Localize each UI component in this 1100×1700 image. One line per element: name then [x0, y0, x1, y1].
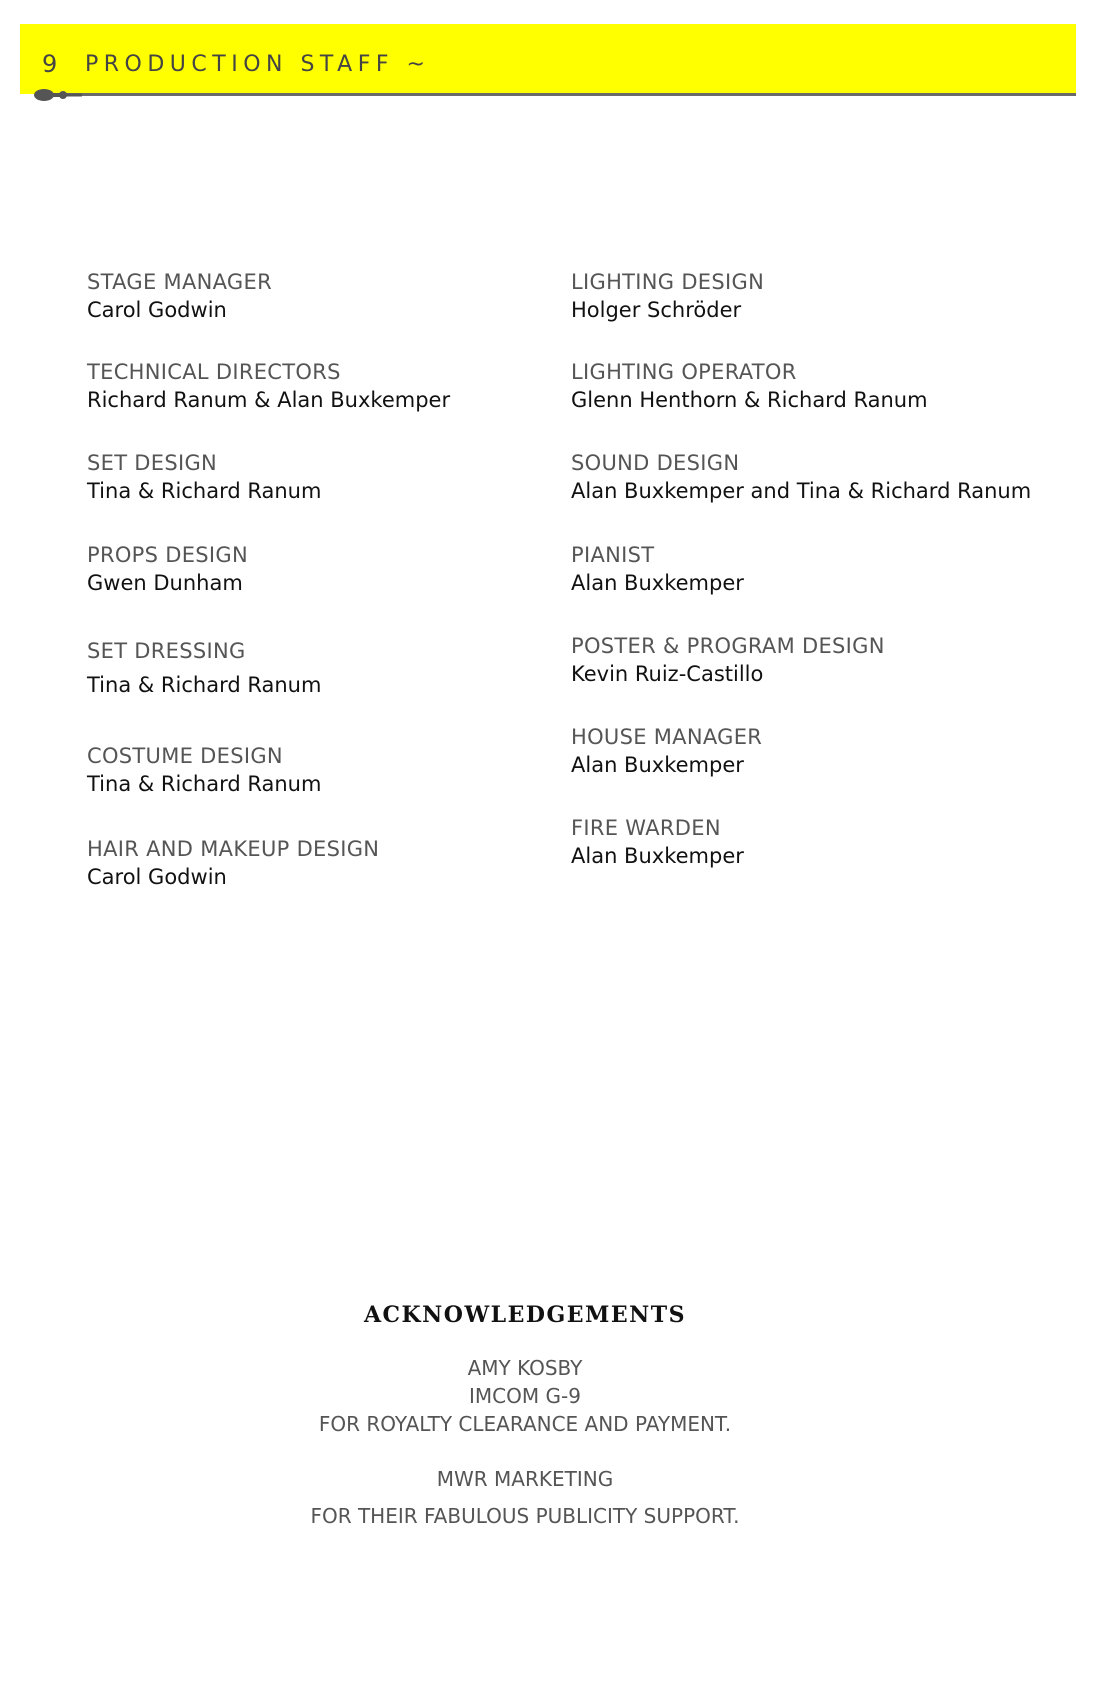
credit-entry: [571, 449, 1031, 505]
acknowledgement-line: FOR THEIR FABULOUS PUBLICITY SUPPORT.: [310, 1504, 740, 1528]
credit-entry: [571, 268, 764, 324]
credit-entry: [87, 541, 248, 597]
acknowledgement-line: MWR MARKETING: [436, 1467, 614, 1491]
acknowledgement-line: AMY KOSBY: [467, 1356, 583, 1380]
credit-entry: [571, 541, 744, 597]
credit-name: Tina & Richard Ranum: [87, 772, 322, 796]
credit-role: POSTER & PROGRAM DESIGN: [571, 634, 885, 658]
credit-role: HAIR AND MAKEUP DESIGN: [87, 837, 380, 861]
credit-role: PROPS DESIGN: [87, 543, 248, 567]
credit-role: LIGHTING OPERATOR: [571, 360, 797, 384]
header-rule: [62, 93, 1076, 96]
credit-name: Richard Ranum & Alan Buxkemper: [87, 388, 451, 412]
credit-entry: [571, 632, 885, 688]
credit-role: COSTUME DESIGN: [87, 744, 283, 768]
credit-entry: [571, 358, 928, 414]
credit-name: Holger Schröder: [571, 298, 742, 322]
credit-name: Alan Buxkemper: [571, 571, 744, 595]
credit-entry: [87, 637, 321, 699]
acknowledgements-heading: ACKNOWLEDGEMENTS: [363, 1302, 687, 1328]
credit-name: Tina & Richard Ranum: [87, 479, 322, 503]
credit-name: Glenn Henthorn & Richard Ranum: [571, 388, 928, 412]
credit-role: SET DRESSING: [87, 639, 246, 663]
credit-role: SET DESIGN: [87, 451, 218, 475]
credit-entry: [87, 358, 450, 414]
credit-role: TECHNICAL DIRECTORS: [87, 360, 341, 384]
credit-name: Alan Buxkemper: [571, 844, 744, 868]
credit-role: PIANIST: [571, 543, 655, 567]
credit-name: Alan Buxkemper: [571, 753, 744, 777]
credit-entry: [571, 723, 762, 779]
credit-entry: [87, 835, 379, 891]
credit-name: Kevin Ruiz-Castillo: [571, 662, 764, 686]
credit-name: Carol Godwin: [87, 865, 227, 889]
section-title: PRODUCTION STAFF ~: [85, 52, 431, 77]
credit-entry: [87, 742, 321, 798]
credit-entry: [87, 268, 272, 324]
credit-name: Tina & Richard Ranum: [87, 673, 322, 697]
credit-role: STAGE MANAGER: [87, 270, 272, 294]
credit-role: LIGHTING DESIGN: [571, 270, 765, 294]
credit-entry: [87, 449, 321, 505]
credit-role: SOUND DESIGN: [571, 451, 740, 475]
credit-role: FIRE WARDEN: [571, 816, 721, 840]
credit-role: HOUSE MANAGER: [571, 725, 763, 749]
page-number: 9: [42, 50, 60, 78]
credit-name: Gwen Dunham: [87, 571, 243, 595]
credit-name: Carol Godwin: [87, 298, 227, 322]
credit-name: Alan Buxkemper and Tina & Richard Ranum: [571, 479, 1032, 503]
acknowledgement-line: FOR ROYALTY CLEARANCE AND PAYMENT.: [318, 1412, 732, 1436]
credit-entry: [571, 814, 744, 870]
finial-ornament-icon: [32, 84, 82, 106]
acknowledgement-line: IMCOM G-9: [469, 1384, 581, 1408]
